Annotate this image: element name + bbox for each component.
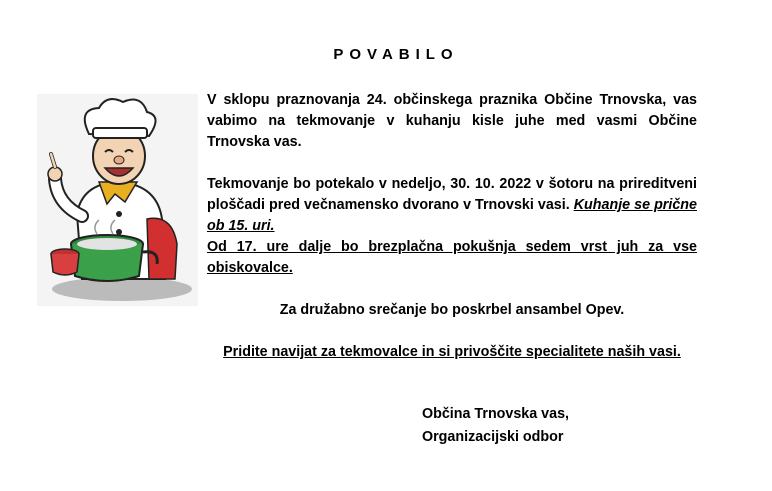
signature-line-1: Občina Trnovska vas, <box>422 406 570 422</box>
paragraph-event <box>207 174 697 237</box>
paragraph-event-note: Kuhanje se prične ob 15. uri. <box>207 197 697 234</box>
paragraph-event-text: Tekmovanje bo potekalo v nedeljo, 30. 10. 2022 v šotoru na prireditveni ploščadi pred večnamensko dvorano v Trnovski vasi. <box>207 176 697 213</box>
page-title: POVABILO <box>333 46 459 63</box>
chef-illustration <box>37 94 198 306</box>
paragraph-closing: Pridite navijat za tekmovalce in si privoščite specialitete naših vasi. <box>223 344 681 360</box>
paragraph-intro: V sklopu praznovanja 24. občinskega praznika Občine Trnovska, vas vabimo na tekmovanje v kuhanju kisle juhe med vasmi Občine Trnovska vas. <box>207 92 697 150</box>
paragraph-music: Za družabno srečanje bo poskrbel ansambel Opev. <box>279 302 625 318</box>
signature-block <box>422 403 569 449</box>
paragraph-tasting: Od 17. ure dalje bo brezplačna pokušnja sedem vrst juh za vse obiskovalce. <box>207 239 697 276</box>
chef-cooking-icon <box>37 94 198 306</box>
signature-line-2: Organizacijski odbor <box>422 429 564 445</box>
invitation-body <box>207 90 697 363</box>
